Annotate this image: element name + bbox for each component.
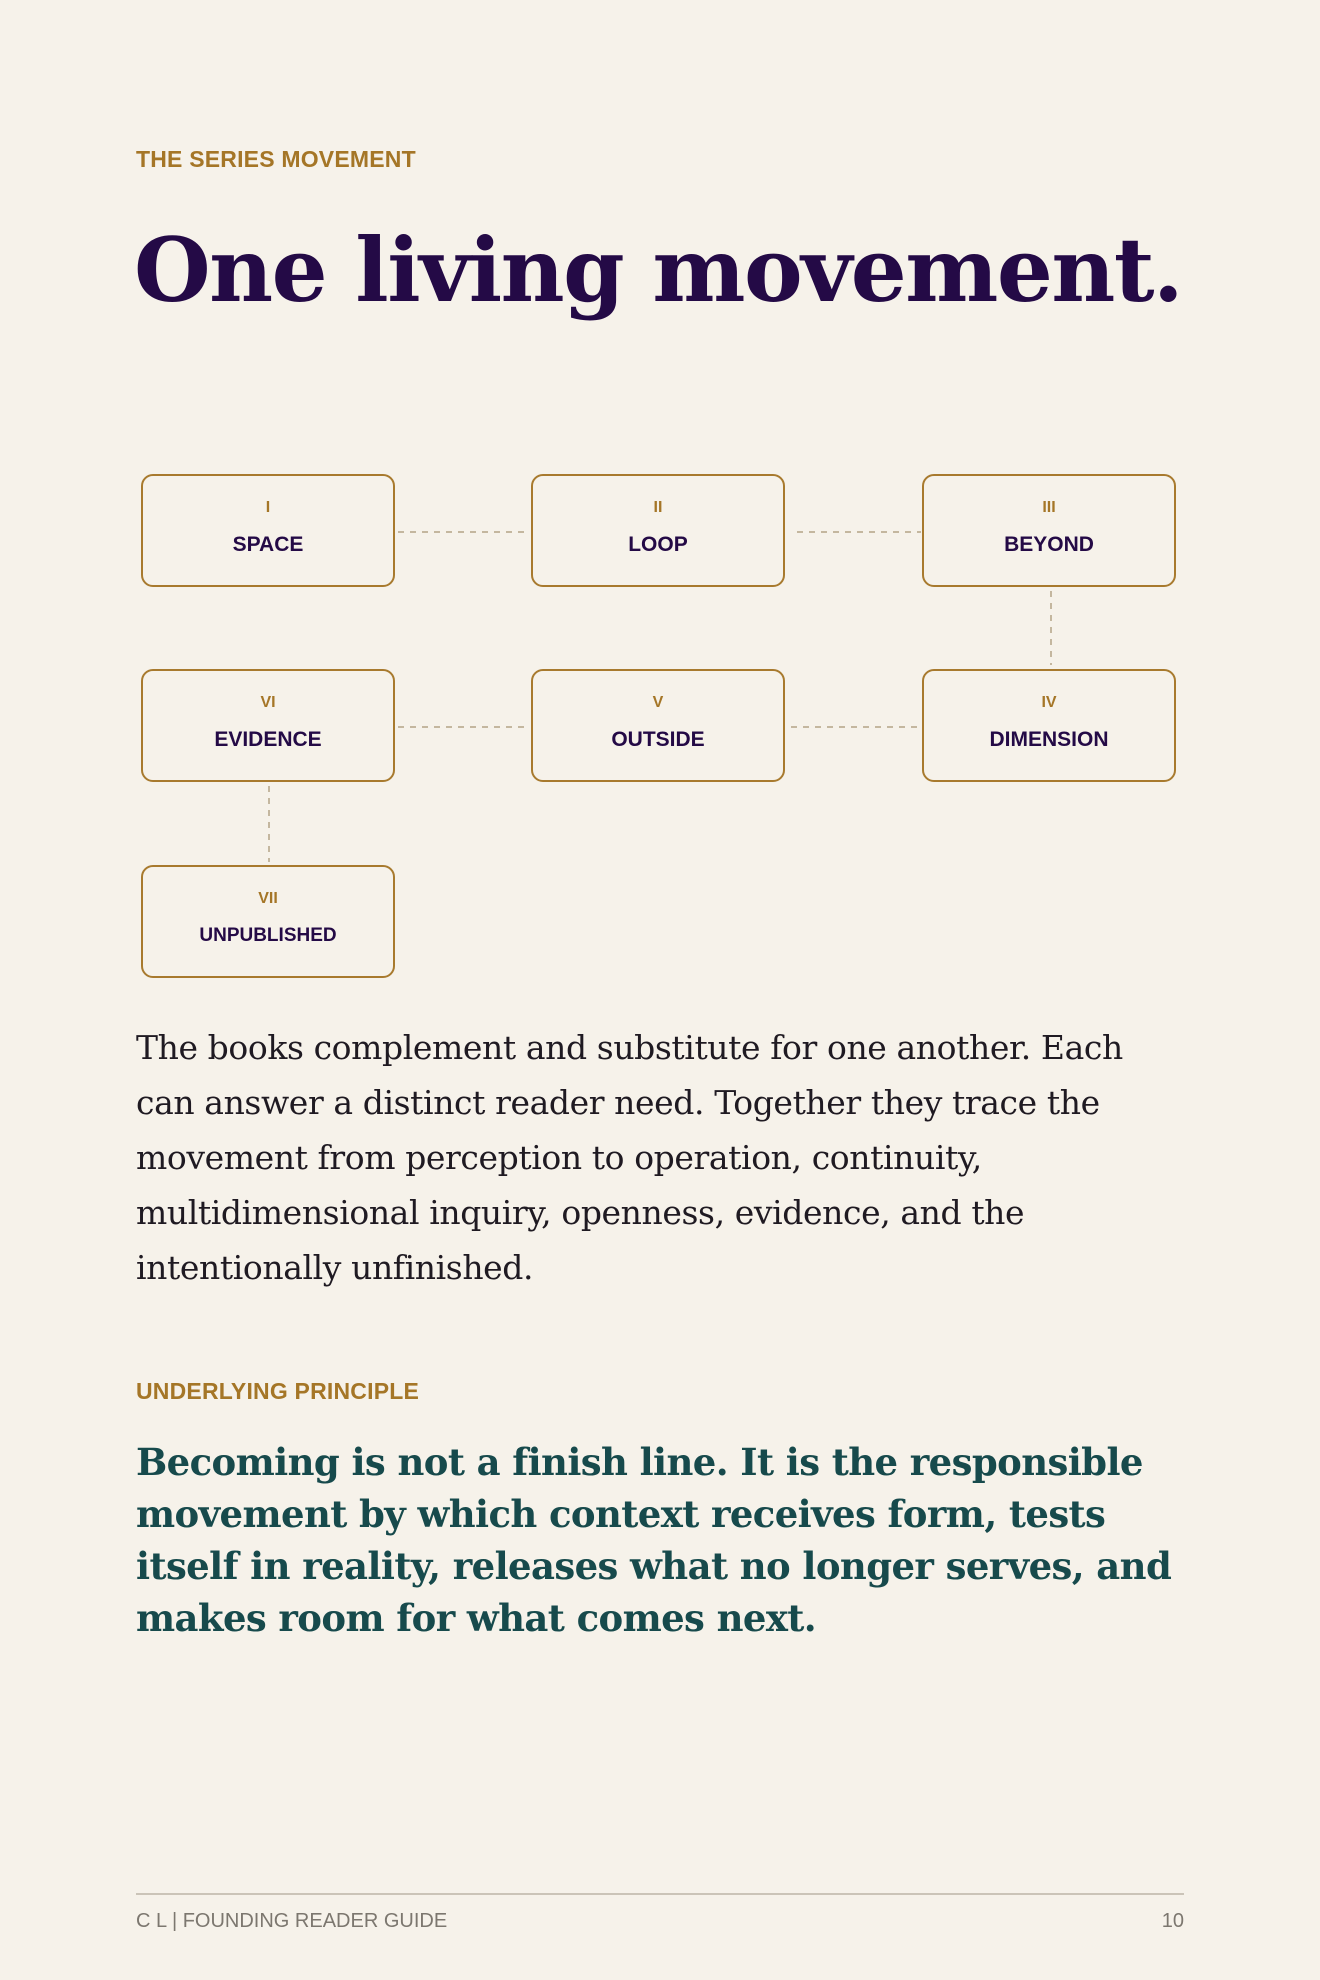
- node-label: DIMENSION: [989, 728, 1109, 751]
- node-number: VII: [258, 890, 278, 907]
- node-label: EVIDENCE: [214, 728, 322, 751]
- node-number: IV: [1041, 694, 1057, 711]
- node-label: OUTSIDE: [611, 728, 705, 751]
- body-paragraph: The books complement and substitute for one another. Each can answer a distinct reader need. Together they trace the movement from perception to operation, continuity, multidimensional inquiry, openness, evidence, and the intentionally unfinished.: [136, 1028, 1123, 1287]
- series-node-unpublished: [141, 865, 395, 978]
- node-label: UNPUBLISHED: [199, 925, 337, 946]
- series-node-beyond: [922, 474, 1176, 587]
- principle-label: UNDERLYING PRINCIPLE: [136, 1378, 420, 1404]
- footer-guide-title: C L | FOUNDING READER GUIDE: [136, 1910, 448, 1932]
- principle-quote: Becoming is not a finish line. It is the responsible movement by which context receives form, tests itself in reality, releases what no longer serves, and makes room for what comes next.: [136, 1440, 1172, 1640]
- node-label: SPACE: [232, 533, 304, 556]
- series-node-loop: [531, 474, 785, 587]
- page-title: One living movement.: [134, 218, 1183, 322]
- section-eyebrow: THE SERIES MOVEMENT: [136, 146, 416, 172]
- footer-divider: [136, 1893, 1184, 1895]
- node-number: V: [652, 694, 664, 711]
- series-node-dimension: [922, 669, 1176, 782]
- series-node-evidence: [141, 669, 395, 782]
- node-number: VI: [260, 694, 276, 711]
- node-number: III: [1042, 499, 1056, 516]
- node-number: II: [653, 499, 663, 516]
- node-label: BEYOND: [1004, 533, 1094, 556]
- series-node-outside: [531, 669, 785, 782]
- node-number: I: [265, 499, 271, 516]
- page-number: 10: [1161, 1910, 1184, 1932]
- series-node-space: [141, 474, 395, 587]
- node-label: LOOP: [628, 533, 688, 556]
